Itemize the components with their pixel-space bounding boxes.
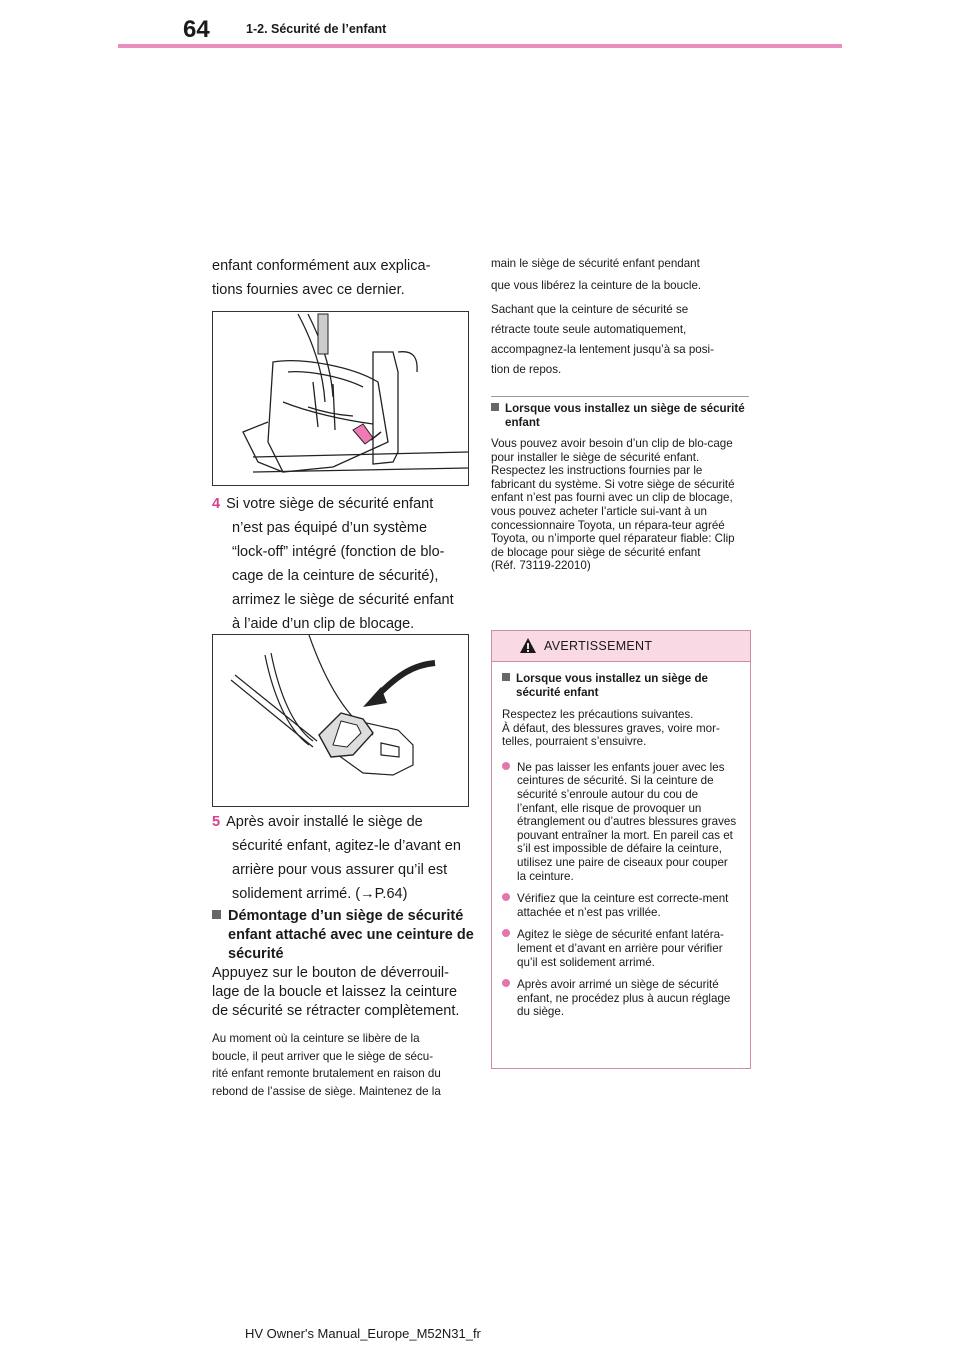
intro-text bbox=[212, 254, 474, 302]
warning-item-text: Vérifiez que la ceinture est correcte-ment attachée et n’est pas vrillée. bbox=[517, 892, 729, 919]
step-number: 5 bbox=[212, 814, 221, 830]
circle-bullet-icon bbox=[502, 762, 510, 770]
square-bullet-icon bbox=[212, 910, 221, 919]
section-divider bbox=[491, 396, 749, 397]
install-heading-text: Lorsque vous installez un siège de sécurité enfant bbox=[505, 402, 745, 429]
warning-item bbox=[502, 892, 738, 919]
step-line: Si votre siège de sécurité enfant bbox=[226, 496, 434, 512]
retract-line: Sachant que la ceinture de sécurité se bbox=[491, 303, 689, 316]
locking-clip-drawing bbox=[213, 635, 468, 806]
square-bullet-icon bbox=[502, 673, 510, 681]
removal-text: Appuyez sur le bouton de déverrouil-lage de la boucle et laissez la ceinture de sécurité se rétracter complètement. bbox=[212, 965, 460, 1019]
step-line: n’est pas équipé d’un système bbox=[232, 520, 428, 536]
step-number: 4 bbox=[212, 496, 221, 512]
step-4 bbox=[212, 492, 494, 636]
square-bullet-icon bbox=[491, 403, 499, 411]
cont-line: main le siège de sécurité enfant pendant bbox=[491, 257, 700, 270]
warning-item bbox=[502, 928, 738, 969]
install-heading bbox=[491, 402, 763, 430]
child-seat-illustration bbox=[212, 311, 469, 486]
warning-item bbox=[502, 978, 738, 1019]
step-line: arrimez le siège de sécurité enfant bbox=[232, 592, 454, 608]
intro-line: enfant conformément aux explica- bbox=[212, 258, 431, 274]
child-seat-drawing bbox=[213, 312, 468, 485]
header-rule bbox=[118, 44, 842, 48]
warning-intro: À défaut, des blessures graves, voire mor-telles, pourraient s’ensuivre. bbox=[502, 721, 720, 749]
step-line: arrière pour vous assurer qu’il est bbox=[232, 862, 448, 878]
intro-line: tions fournies avec ce dernier. bbox=[212, 282, 405, 298]
removal-heading bbox=[212, 907, 490, 964]
note-line: boucle, il peut arriver que le siège de sécu- bbox=[212, 1049, 434, 1063]
circle-bullet-icon bbox=[502, 979, 510, 987]
note-line: rebond de l’assise de siège. Maintenez de la bbox=[212, 1084, 441, 1098]
cont-line: que vous libérez la ceinture de la boucle. bbox=[491, 278, 702, 292]
note-line: rité enfant remonte brutalement en raison du bbox=[212, 1067, 441, 1081]
note-line: Au moment où la ceinture se libère de la bbox=[212, 1032, 420, 1045]
page-number: 64 bbox=[183, 16, 210, 43]
removal-heading-text: Démontage d’un siège de sécurité enfant attaché avec une ceinture de sécurité bbox=[228, 908, 474, 962]
step-line: sécurité enfant, agitez-le d’avant en bbox=[232, 838, 461, 854]
install-reference: (Réf. 73119-22010) bbox=[491, 559, 591, 573]
circle-bullet-icon bbox=[502, 893, 510, 901]
install-paragraph: Vous pouvez avoir besoin d’un clip de blo-cage pour installer le siège de sécurité enfant. Respectez les instructions fournies par le fabricant du système. Si votre siège de sécurité enfant n’est pas fourni avec un clip de blocage, vous pouvez acheter l’article sui-vant à un concessionnaire Toyota, un répara-teur agréé Toyota, ou n’importe quel réparateur fiable: Clip de blocage pour siège de sécurité enfant bbox=[491, 437, 735, 559]
step-line: Après avoir installé le siège de bbox=[226, 814, 423, 830]
retract-line: accompagnez-la lentement jusqu’à sa posi- bbox=[491, 343, 714, 356]
warning-item-text: Après avoir arrimé un siège de sécurité enfant, ne procédez plus à aucun réglage du siège. bbox=[517, 978, 731, 1019]
step-line: solidement arrimé. (→P.64) bbox=[232, 886, 408, 902]
footer-text: HV Owner's Manual_Europe_M52N31_fr bbox=[245, 1326, 481, 1341]
continued-text bbox=[491, 255, 749, 294]
warning-intro: Respectez les précautions suivantes. bbox=[502, 708, 694, 721]
warning-item bbox=[502, 761, 738, 883]
warning-heading bbox=[502, 672, 738, 700]
step-line: à l’aide d’un clip de blocage. bbox=[232, 616, 415, 632]
step-5 bbox=[212, 810, 494, 906]
warning-title: AVERTISSEMENT bbox=[544, 639, 653, 653]
step-line: cage de la ceinture de sécurité), bbox=[232, 568, 439, 584]
warning-header bbox=[492, 631, 750, 662]
warning-item-text: Ne pas laisser les enfants jouer avec les ceintures de sécurité. Si la ceinture de sécurité s’enroule autour du cou de l’enfant, elle risque de provoquer un étranglement ou d’autres blessures graves pouvant entraîner la mort. En pareil cas et s’il est impossible de défaire la ceinture, utilisez une paire de ciseaux pour couper la ceinture. bbox=[517, 760, 737, 883]
step-line: “lock-off” intégré (fonction de blo- bbox=[232, 544, 445, 560]
section-title: 1-2. Sécurité de l’enfant bbox=[246, 22, 387, 36]
warning-body bbox=[492, 662, 750, 1019]
locking-clip-illustration bbox=[212, 634, 469, 807]
warning-heading-text: Lorsque vous installez un siège de sécurité enfant bbox=[516, 672, 708, 699]
warning-triangle-icon bbox=[519, 637, 537, 654]
warning-item-text: Agitez le siège de sécurité enfant latéra-lement et d’avant en arrière pour vérifier qu’il est solidement arrimé. bbox=[517, 928, 724, 969]
retract-line: rétracte toute seule automatiquement, bbox=[491, 323, 687, 336]
install-text bbox=[491, 437, 749, 573]
retract-text bbox=[491, 300, 749, 380]
removal-note bbox=[212, 1030, 474, 1100]
warning-box bbox=[491, 630, 751, 1069]
retract-line: tion de repos. bbox=[491, 363, 562, 376]
circle-bullet-icon bbox=[502, 929, 510, 937]
